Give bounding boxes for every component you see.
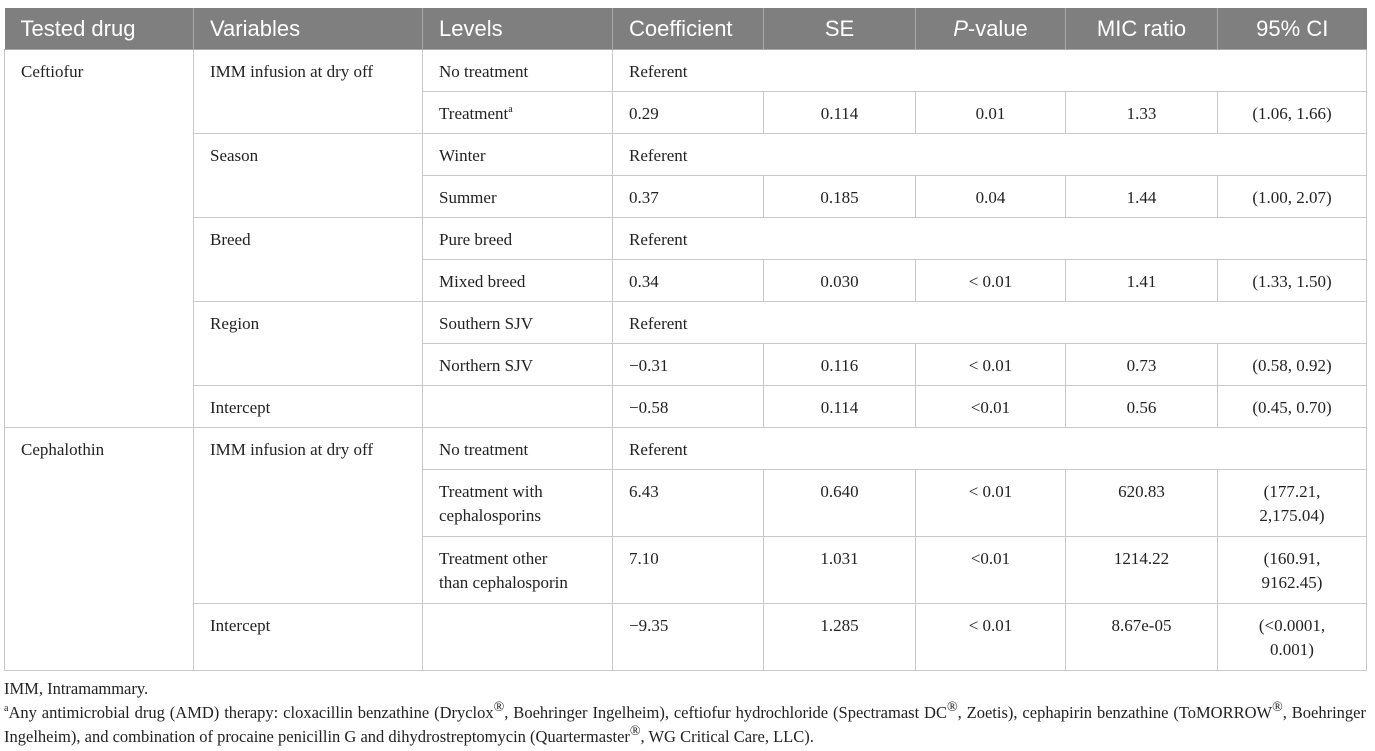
coefficient-cell: 0.29 [613,92,764,134]
table-row [5,604,1367,671]
coefficient-cell: Referent [613,428,1367,470]
p-value-cell: 0.04 [916,176,1066,218]
p-value-cell: <0.01 [916,386,1066,428]
header-95-ci: 95% CI [1218,8,1367,50]
table-row [5,428,1367,470]
variable-cell: Season [194,134,423,218]
se-cell: 0.185 [764,176,916,218]
level-cell: Summer [423,176,613,218]
mic-ratio-cell: 0.73 [1066,344,1218,386]
mic-ratio-cell: 1214.22 [1066,537,1218,604]
header-levels: Levels [423,8,613,50]
ci-cell: (1.06, 1.66) [1218,92,1367,134]
header-se: SE [764,8,916,50]
header-coefficient: Coefficient [613,8,764,50]
header-p-value: P-value [916,8,1066,50]
ci-cell: (0.58, 0.92) [1218,344,1367,386]
level-cell: Treatment other than cephalosporin [423,537,613,604]
coefficient-cell: 0.34 [613,260,764,302]
p-value-cell: < 0.01 [916,470,1066,537]
variable-cell: Intercept [194,386,423,428]
level-cell: No treatment [423,428,613,470]
mic-ratio-cell: 620.83 [1066,470,1218,537]
table-row [5,302,1367,344]
mic-ratio-cell: 1.44 [1066,176,1218,218]
header-variables: Variables [194,8,423,50]
table-row [5,50,1367,92]
table-row [5,386,1367,428]
level-cell: Northern SJV [423,344,613,386]
se-cell: 0.114 [764,92,916,134]
coefficient-cell: 0.37 [613,176,764,218]
variable-cell: IMM infusion at dry off [194,428,423,604]
variable-cell: Intercept [194,604,423,671]
drug-cell: Cephalothin [5,428,194,671]
ci-cell: (1.33, 1.50) [1218,260,1367,302]
variable-cell: IMM infusion at dry off [194,50,423,134]
coefficient-cell: −0.31 [613,344,764,386]
coefficient-cell: Referent [613,218,1367,260]
p-value-cell: < 0.01 [916,604,1066,671]
coefficient-cell: 6.43 [613,470,764,537]
mic-ratio-cell: 1.33 [1066,92,1218,134]
mic-ratio-cell: 1.41 [1066,260,1218,302]
level-cell [423,604,613,671]
results-table-container [4,8,1366,671]
coefficient-cell: Referent [613,134,1367,176]
se-cell: 0.030 [764,260,916,302]
p-value-cell: < 0.01 [916,260,1066,302]
level-cell: No treatment [423,50,613,92]
coefficient-cell: Referent [613,302,1367,344]
header-mic-ratio: MIC ratio [1066,8,1218,50]
level-cell: Winter [423,134,613,176]
coefficient-cell: Referent [613,50,1367,92]
ci-cell: (177.21, 2,175.04) [1218,470,1367,537]
footnote-abbreviation: IMM, Intramammary. [4,679,149,698]
coefficient-cell: −0.58 [613,386,764,428]
results-table [4,8,1367,671]
table-row [5,218,1367,260]
coefficient-cell: 7.10 [613,537,764,604]
se-cell: 0.114 [764,386,916,428]
level-cell: Pure breed [423,218,613,260]
variable-cell: Region [194,302,423,386]
drug-cell: Ceftiofur [5,50,194,428]
level-cell: Treatment$^a$ [423,92,613,134]
level-cell: Southern SJV [423,302,613,344]
level-cell [423,386,613,428]
level-cell: Treatment with cephalosporins [423,470,613,537]
ci-cell: (1.00, 2.07) [1218,176,1367,218]
ci-cell: (<0.0001, 0.001) [1218,604,1367,671]
table-row [5,134,1367,176]
p-value-cell: < 0.01 [916,344,1066,386]
footnote-a: $^a$Any antimicrobial drug (AMD) therapy: cloxacillin benzathine (Dryclox®, Boehringer Ingelheim), ceftiofur hydrochloride (Spectramast DC®, Zoetis), cephapirin benzathine (ToMORROW®, Boehringer Ingelheim), and combination of procaine penicillin G and dihydrostreptomycin (Quartermaster®, WG Critical Care, LLC). [4,700,1366,746]
coefficient-cell: −9.35 [613,604,764,671]
p-value-cell: <0.01 [916,537,1066,604]
ci-cell: (0.45, 0.70) [1218,386,1367,428]
mic-ratio-cell: 8.67e-05 [1066,604,1218,671]
se-cell: 0.116 [764,344,916,386]
level-cell: Mixed breed [423,260,613,302]
se-cell: 1.285 [764,604,916,671]
se-cell: 1.031 [764,537,916,604]
p-value-cell: 0.01 [916,92,1066,134]
se-cell: 0.640 [764,470,916,537]
ci-cell: (160.91, 9162.45) [1218,537,1367,604]
variable-cell: Breed [194,218,423,302]
mic-ratio-cell: 0.56 [1066,386,1218,428]
header-tested-drug: Tested drug [5,8,194,50]
table-header-row [5,8,1367,50]
